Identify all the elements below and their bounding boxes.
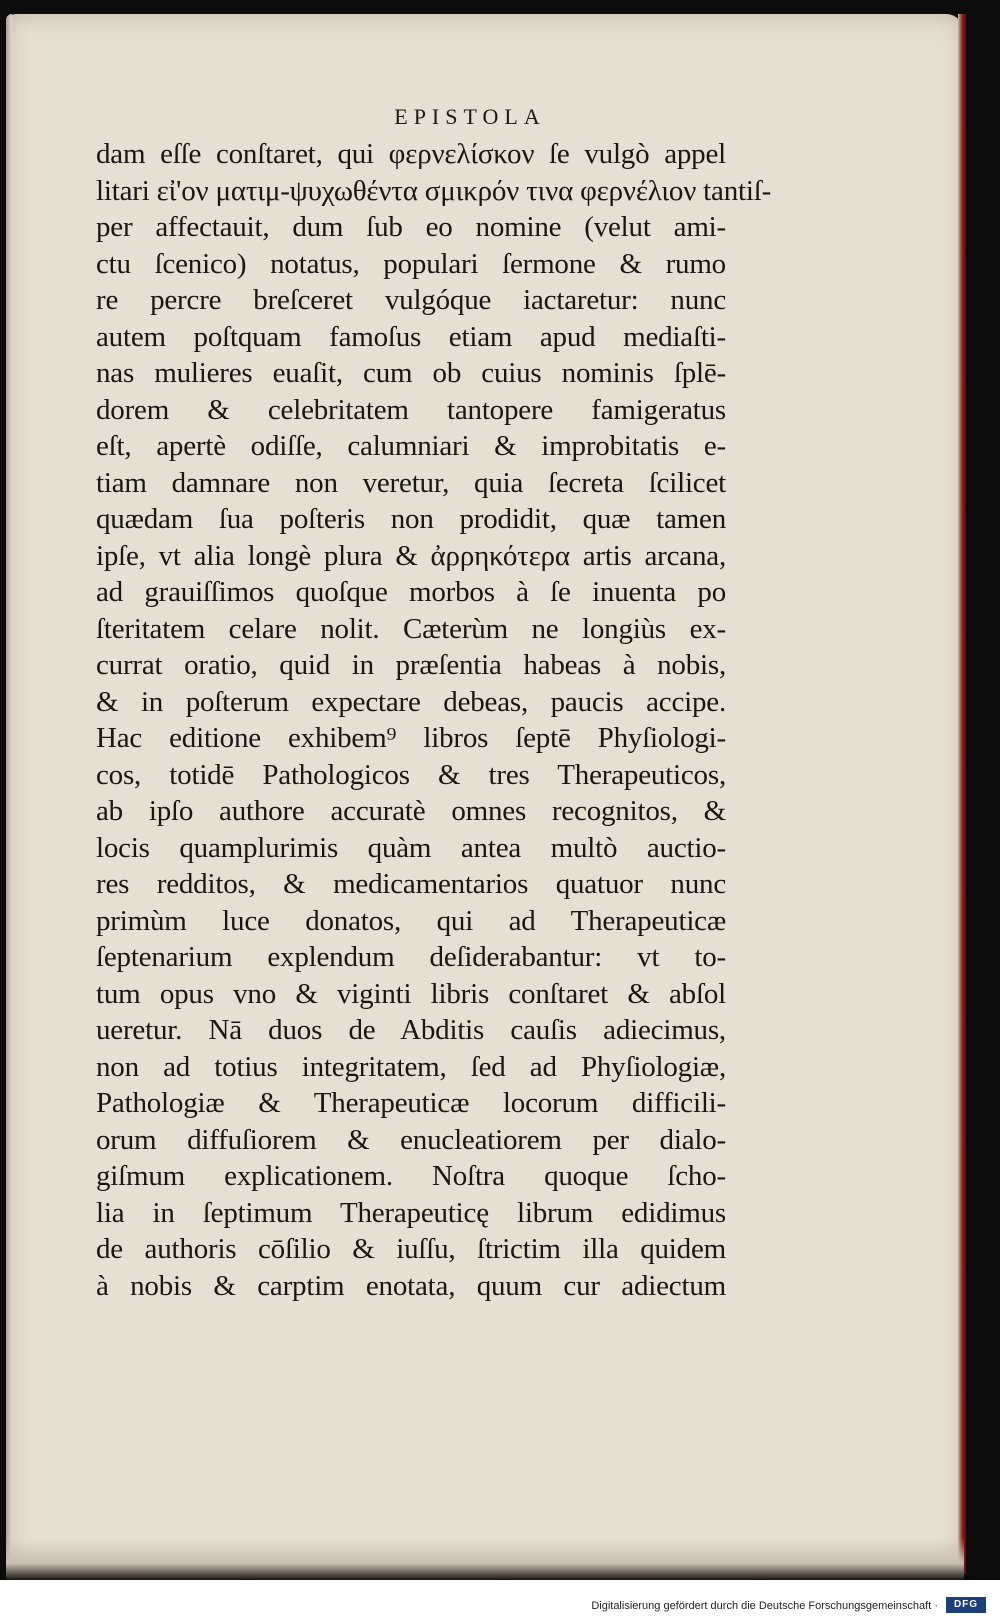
- text-line: ipſe, vt alia longè plura & ἀρρηκότερα artis arcana,: [96, 539, 726, 572]
- text-line: lia in ſeptimum Therapeuticę librum edidimus: [96, 1196, 726, 1229]
- text-line: giſmum explicationem. Noſtra quoque ſcho-: [96, 1160, 726, 1192]
- text-line: locis quamplurimis quàm antea multò auctio-: [96, 831, 726, 864]
- text-line: à nobis & carptim enotata, quum cur adiectum: [96, 1269, 726, 1302]
- text-line: ueretur. Nā duos de Abditis cauſis adiecimus,: [96, 1014, 726, 1046]
- text-line: dam eſſe conſtaret, qui φερνελίσκον ſe vulgò appel: [96, 138, 726, 170]
- text-line: ſeptenarium explendum deſiderabantur: vt to-: [96, 941, 726, 973]
- page-left-edge: [6, 14, 12, 1580]
- text-line: de authoris cōſilio & iuſſu, ſtrictim illa quidem: [96, 1233, 726, 1265]
- text-line: ſteritatem celare nolit. Cæterùm ne longiùs ex-: [96, 612, 726, 645]
- text-line: non ad totius integritatem, ſed ad Phyſiologiæ,: [96, 1050, 726, 1083]
- running-head: EPISTOLA: [394, 104, 546, 129]
- text-line: litari εἰ'ον ματιμ-ψυχωθέντα σμικρόν τινα φερνέλιον tantiſ-: [96, 174, 772, 207]
- dfg-logo: DFG: [946, 1597, 986, 1613]
- text-line: dorem & celebritatem tantopere famigeratus: [96, 393, 726, 426]
- text-line: currat oratio, quid in præſentia habeas à nobis,: [96, 649, 726, 681]
- text-line: eſt, apertè odiſſe, calumniari & improbitatis e-: [96, 430, 726, 462]
- text-line: quædam ſua poſteris non prodidit, quæ tamen: [96, 503, 726, 535]
- text-line: cos, totidē Pathologicos & tres Therapeuticos,: [96, 758, 726, 791]
- text-line: Pathologiæ & Therapeuticæ locorum difficili-: [96, 1087, 726, 1119]
- text-line: re percre breſceret vulgóque iactaretur: nunc: [96, 284, 726, 316]
- text-line: primùm luce donatos, qui ad Therapeuticæ: [96, 904, 726, 937]
- text-line: ad grauiſſimos quoſque morbos à ſe inuenta po: [96, 576, 726, 608]
- text-line: orum diffuſiorem & enucleatiorem per dialo-: [96, 1123, 726, 1156]
- text-line: & in poſterum expectare debeas, paucis accipe.: [96, 685, 726, 718]
- page-bottom-shadow: [6, 1538, 964, 1580]
- text-line: ab ipſo authore accuratè omnes recognitos, &: [96, 795, 726, 827]
- text-line: per affectauit, dum ſub eo nomine (velut ami-: [96, 211, 726, 243]
- text-line: tiam damnare non veretur, quia ſecreta ſcilicet: [96, 466, 726, 499]
- text-line: res redditos, & medicamentarios quatuor nunc: [96, 868, 726, 900]
- text-line: autem poſtquam famoſus etiam apud mediaſti-: [96, 320, 726, 353]
- text-line: tum opus vno & viginti libris conſtaret & abſol: [96, 977, 726, 1010]
- text-line: Hac editione exhibem⁹ libros ſeptē Phyſiologi-: [96, 722, 726, 754]
- text-line: nas mulieres euaſit, cum ob cuius nominis ſplē-: [96, 357, 726, 389]
- footer-credit: Digitalisierung gefördert durch die Deutsche Forschungsgemeinschaft ·: [591, 1600, 938, 1612]
- page-red-edge: [958, 14, 966, 1574]
- text-line: ctu ſcenico) notatus, populari ſermone & rumo: [96, 247, 726, 280]
- text-block: [96, 136, 772, 1304]
